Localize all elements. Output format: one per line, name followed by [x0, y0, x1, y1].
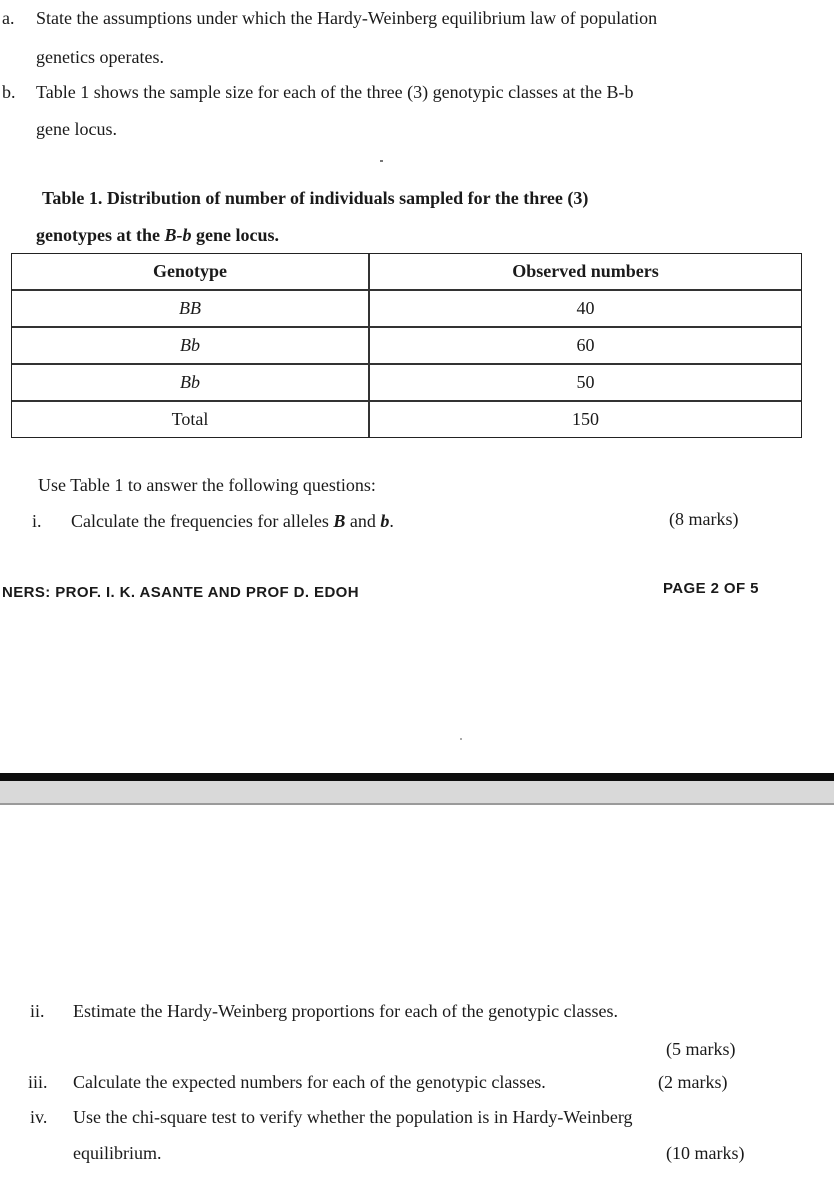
scan-speck: [460, 738, 462, 740]
subquestion-iii-text: Calculate the expected numbers for each of the genotypic classes.: [73, 1072, 546, 1092]
allele-b: b: [380, 511, 390, 531]
cell-genotype: BB: [12, 291, 370, 328]
subquestion-ii-text: Estimate the Hardy-Weinberg proportions for each of the genotypic classes.: [73, 1001, 619, 1021]
subquestion-i-label: i.: [32, 511, 42, 531]
scan-speck: [380, 160, 383, 162]
subquestion-iv-line2: equilibrium.: [73, 1143, 162, 1163]
page-break-line: [0, 803, 834, 805]
subquestion-i-marks: (8 marks): [669, 509, 739, 529]
header-genotype: Genotype: [12, 254, 370, 291]
cell-genotype: Bb: [12, 328, 370, 365]
allele-B: B: [333, 511, 346, 531]
subquestion-iv-line1: Use the chi-square test to verify whether the population is in Hardy-Weinberg: [73, 1107, 633, 1127]
table-row-total: [12, 402, 801, 437]
cell-genotype: Bb: [12, 365, 370, 402]
table-row: [12, 328, 801, 365]
instruction-text: Use Table 1 to answer the following questions:: [38, 475, 376, 495]
table-row: [12, 291, 801, 328]
subquestion-iii-label: iii.: [28, 1072, 48, 1092]
cell-observed: 50: [370, 365, 801, 402]
genotype-table: [11, 253, 802, 438]
cell-observed: 40: [370, 291, 801, 328]
header-observed: Observed numbers: [370, 254, 801, 291]
question-a-label: a.: [2, 8, 15, 28]
table-header-row: [12, 254, 801, 291]
question-a-line1: State the assumptions under which the Hardy-Weinberg equilibrium law of population: [36, 8, 658, 28]
table-row: [12, 365, 801, 402]
locus-name: B-b: [164, 225, 192, 245]
page-break-bar: [0, 773, 834, 781]
subquestion-ii-label: ii.: [30, 1001, 45, 1021]
question-b-line1: Table 1 shows the sample size for each of the three (3) genotypic classes at the B-b: [36, 82, 634, 102]
subquestion-iv-marks: (10 marks): [666, 1143, 745, 1163]
table-caption-line2: genotypes at the B-b gene locus.: [36, 225, 279, 245]
subquestion-i-text: Calculate the frequencies for alleles B and b.: [71, 511, 394, 531]
cell-total-value: 150: [572, 409, 599, 429]
page-break-band: [0, 781, 834, 805]
cell-observed: 60: [370, 328, 801, 365]
subquestion-iv-label: iv.: [30, 1107, 48, 1127]
question-a-line2: genetics operates.: [36, 47, 164, 67]
examiners-footer: NERS: PROF. I. K. ASANTE AND PROF D. EDOH: [2, 584, 359, 601]
subquestion-ii-marks: (5 marks): [666, 1039, 736, 1059]
page-number: PAGE 2 OF 5: [663, 580, 759, 597]
table-caption-line1: Table 1. Distribution of number of individuals sampled for the three (3): [42, 188, 589, 208]
question-b-line2: gene locus.: [36, 119, 117, 139]
subquestion-iii-marks: (2 marks): [658, 1072, 728, 1092]
cell-total-label: Total: [12, 402, 370, 437]
question-b-label: b.: [2, 82, 16, 102]
